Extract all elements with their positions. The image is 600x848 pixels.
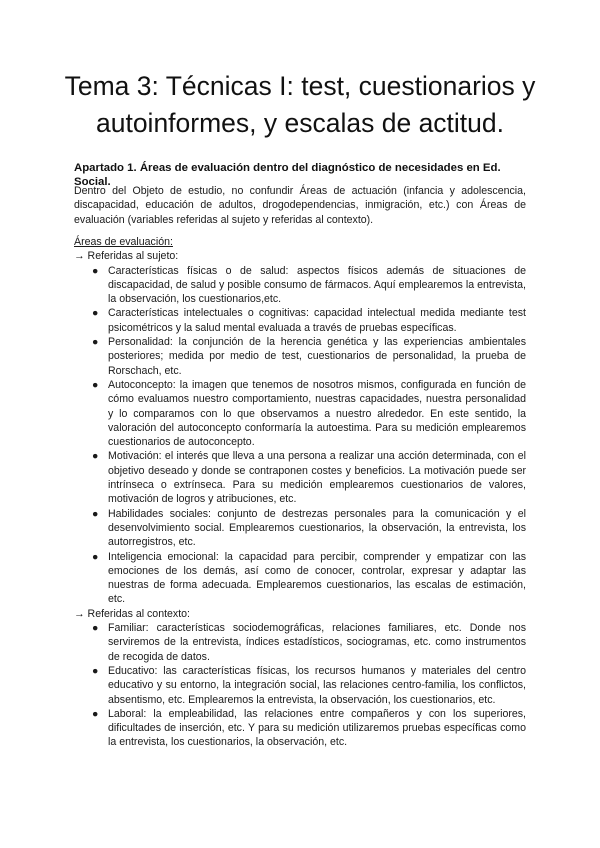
areas-label: Áreas de evaluación: (74, 236, 173, 248)
bullet-icon: ● (92, 707, 99, 720)
subject-group-label: → Referidas al sujeto: (74, 250, 179, 263)
evaluation-areas (74, 235, 526, 750)
bullet-icon: ● (92, 307, 99, 320)
list-item-text: Personalidad: la conjunción de la herencia genética y las experiencias ambientales posteriores; medida por medio de test, cuestionarios de personalidad, la prueba de Rorschach, etc. (108, 336, 526, 377)
list-item-text: Laboral: la empleabilidad, las relaciones entre compañeros y con los superiores, dificultades de inserción, etc. Y para su medición utilizaremos pruebas específicas como la entrevista, los cuestionarios, la observación, etc. (108, 707, 526, 749)
bullet-icon: ● (92, 264, 99, 277)
intro-paragraph: Dentro del Objeto de estudio, no confundir Áreas de actuación (infancia y adolescencia, discapacidad, educación de adultos, drogodependencias, inmigración, etc.) con Áreas de evaluación (variables referidas al sujeto y referidas al contexto). (74, 185, 526, 226)
list-item-text: Inteligencia emocional: la capacidad para percibir, comprender y empatizar con las emociones de los demás, así como de conocer, controlar, expresar y adaptar las nuestras de forma adecuada. Emplearemos cuestionarios, las escalas de estimación, etc. (108, 550, 526, 606)
list-item (74, 335, 526, 378)
list-item-text: Motivación: el interés que lleva a una persona a realizar una acción determinada, con el objetivo deseado y donde se contraponen costes y beneficios. La motivación puede ser intrínseca o extrínseca. Para su medición emplearemos cuestionarios de valores, motivación de logros y atribuciones, etc. (108, 450, 526, 506)
list-item-text: Familiar: características sociodemográficas, relaciones familiares, etc. Donde nos serviremos de la entrevista, índices estadísticos, sociogramas, etc. como instrumentos de recogida de datos. (108, 622, 526, 663)
bullet-icon: ● (92, 378, 99, 391)
list-item (74, 507, 526, 550)
bullet-icon: ● (92, 336, 99, 349)
list-item (74, 378, 526, 449)
list-item (74, 707, 526, 750)
list-item (74, 449, 526, 506)
section-heading: Apartado 1. Áreas de evaluación dentro del diagnóstico de necesidades en Ed. Social. (74, 162, 501, 188)
bullet-icon: ● (92, 507, 99, 520)
bullet-icon: ● (92, 622, 99, 635)
list-item-text: Autoconcepto: la imagen que tenemos de nosotros mismos, configurada en función de cómo evaluamos nuestro comportamiento, nuestras capacidades, nuestra personalidad y lo comparamos con lo que observamos a nuestro alrededor. En este sentido, la valoración del autoconcepto conformaría la autoestima. Para su medición emplearemos cuestionarios de autoconcepto. (108, 378, 526, 449)
list-item-text: Características físicas o de salud: aspectos físicos además de situaciones de discapacidad, de salud y posible consumo de fármacos. Aquí emplearemos la entrevista, la observación, los cuestionarios,etc. (108, 264, 526, 306)
page-title: Tema 3: Técnicas I: test, cuestionarios y autoinformes, y escalas de actitud. (64, 71, 536, 138)
bullet-icon: ● (92, 550, 99, 563)
subject-list (74, 264, 526, 607)
list-item-text: Características intelectuales o cognitivas: capacidad intelectual medida mediante test psicométricos y la salud mental evaluada a través de pruebas específicas. (108, 307, 526, 334)
list-item (74, 664, 526, 707)
bullet-icon: ● (92, 450, 99, 463)
list-item (74, 621, 526, 664)
context-list (74, 621, 526, 750)
bullet-icon: ● (92, 664, 99, 677)
list-item (74, 306, 526, 335)
context-group-label: → Referidas al contexto: (74, 607, 190, 620)
list-item-text: Habilidades sociales: conjunto de destrezas personales para la comunicación y el desenvolvimiento social. Emplearemos cuestionarios, la observación, la entrevista, los autorregistros, etc. (108, 507, 526, 549)
list-item-text: Educativo: las características físicas, los recursos humanos y materiales del centro educativo y su entorno, la integración social, las relaciones centro-familia, los conflictos, absentismo, etc. Emplearemos la entrevista, la observación, los cuestionarios, etc. (108, 664, 526, 706)
list-item (74, 550, 526, 607)
list-item (74, 264, 526, 307)
